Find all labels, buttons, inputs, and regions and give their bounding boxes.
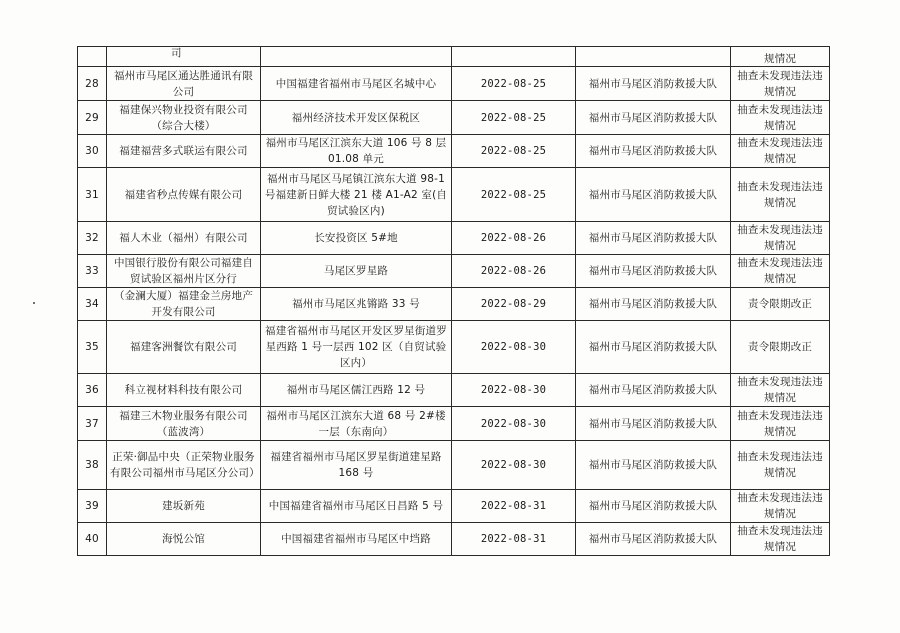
cell-dept: 福州市马尾区消防救援大队 — [576, 523, 731, 556]
cell-name: 福州市马尾区通达胜通讯有限公司 — [107, 67, 261, 101]
cell-date: 2022-08-25 — [452, 168, 576, 222]
table-row — [78, 135, 830, 168]
cell-date: 2022-08-30 — [452, 407, 576, 441]
cell-result: 抽查未发现违法违规情况 — [731, 374, 830, 407]
cell-date: 2022-08-30 — [452, 321, 576, 374]
cell-result: 抽查未发现违法违规情况 — [731, 67, 830, 101]
cell-no: 31 — [78, 168, 107, 222]
table-row — [78, 490, 830, 523]
cell-date: 2022-08-26 — [452, 222, 576, 255]
cell-address: 福州市马尾区兆锵路 33 号 — [261, 288, 452, 321]
scan-speck — [33, 302, 35, 304]
cell-result: 责令限期改正 — [731, 321, 830, 374]
cell-address: 中国福建省福州市马尾区中垱路 — [261, 523, 452, 556]
cell-result: 抽查未发现违法违规情况 — [731, 101, 830, 135]
cell-date: 2022-08-30 — [452, 441, 576, 490]
cell-address: 福建省福州市马尾区开发区罗星街道罗星西路 1 号一层西 102 区（自贸试验区内） — [261, 321, 452, 374]
cell-no: 37 — [78, 407, 107, 441]
table-row — [78, 255, 830, 288]
table-row — [78, 321, 830, 374]
cell-dept: 福州市马尾区消防救援大队 — [576, 135, 731, 168]
cell-result: 抽查未发现违法违规情况 — [731, 441, 830, 490]
cell-address: 中国福建省福州市马尾区名城中心 — [261, 67, 452, 101]
cell-dept: 福州市马尾区消防救援大队 — [576, 441, 731, 490]
cell-dept: 福州市马尾区消防救援大队 — [576, 490, 731, 523]
table-row — [78, 222, 830, 255]
cell-no: 38 — [78, 441, 107, 490]
cell-address: 福州市马尾区马尾镇江滨东大道 98-1 号福建新日鲜大楼 21 楼 A1-A2 室(自贸试验区内) — [261, 168, 452, 222]
cell-dept: 福州市马尾区消防救援大队 — [576, 374, 731, 407]
cell-result: 抽查未发现违法违规情况 — [731, 222, 830, 255]
cell-dept: 福州市马尾区消防救援大队 — [576, 222, 731, 255]
cell-date — [452, 47, 576, 67]
cell-dept: 福州市马尾区消防救援大队 — [576, 407, 731, 441]
cell-date: 2022-08-29 — [452, 288, 576, 321]
cell-dept: 福州市马尾区消防救援大队 — [576, 67, 731, 101]
cell-date: 2022-08-25 — [452, 101, 576, 135]
cell-no: 28 — [78, 67, 107, 101]
cell-name: （金澜大厦）福建金兰房地产开发有限公司 — [107, 288, 261, 321]
cell-date: 2022-08-26 — [452, 255, 576, 288]
table-row — [78, 168, 830, 222]
cell-result: 抽查未发现违法违规情况 — [731, 135, 830, 168]
cell-name: 正荣·御品中央（正荣物业服务有限公司福州市马尾区分公司） — [107, 441, 261, 490]
cell-name-continued: 司 — [107, 47, 261, 67]
cell-address: 福州市马尾区儒江西路 12 号 — [261, 374, 452, 407]
inspection-table — [77, 46, 830, 556]
cell-dept: 福州市马尾区消防救援大队 — [576, 101, 731, 135]
cell-no: 40 — [78, 523, 107, 556]
cell-dept: 福州市马尾区消防救援大队 — [576, 168, 731, 222]
cell-dept — [576, 47, 731, 67]
cell-address: 中国福建省福州市马尾区日昌路 5 号 — [261, 490, 452, 523]
cell-no: 34 — [78, 288, 107, 321]
cell-no: 35 — [78, 321, 107, 374]
cell-no: 39 — [78, 490, 107, 523]
table-body — [78, 47, 830, 556]
cell-no: 30 — [78, 135, 107, 168]
cell-name: 福建客洲餐饮有限公司 — [107, 321, 261, 374]
cell-date: 2022-08-25 — [452, 135, 576, 168]
cell-name: 福建福营多式联运有限公司 — [107, 135, 261, 168]
cell-no: 36 — [78, 374, 107, 407]
cell-date: 2022-08-31 — [452, 490, 576, 523]
cell-result: 抽查未发现违法违规情况 — [731, 168, 830, 222]
cell-name: 科立视材料科技有限公司 — [107, 374, 261, 407]
cell-result: 抽查未发现违法违规情况 — [731, 490, 830, 523]
cell-no: 33 — [78, 255, 107, 288]
cell-date: 2022-08-31 — [452, 523, 576, 556]
continued-row — [78, 47, 830, 67]
cell-result: 抽查未发现违法违规情况 — [731, 255, 830, 288]
table-row — [78, 101, 830, 135]
cell-name: 福建三木物业服务有限公司（蓝波湾） — [107, 407, 261, 441]
cell-dept: 福州市马尾区消防救援大队 — [576, 255, 731, 288]
cell-dept: 福州市马尾区消防救援大队 — [576, 288, 731, 321]
table-row — [78, 288, 830, 321]
cell-address — [261, 47, 452, 67]
cell-name: 建坂新苑 — [107, 490, 261, 523]
cell-address: 福州市马尾区江滨东大道 68 号 2#楼一层（东南向） — [261, 407, 452, 441]
cell-result: 抽查未发现违法违规情况 — [731, 523, 830, 556]
cell-no: 32 — [78, 222, 107, 255]
cell-name: 福建省秒点传媒有限公司 — [107, 168, 261, 222]
cell-dept: 福州市马尾区消防救援大队 — [576, 321, 731, 374]
table-row — [78, 441, 830, 490]
cell-result-continued: 规情况 — [731, 47, 830, 67]
cell-address: 福建省福州市马尾区罗星街道建星路 168 号 — [261, 441, 452, 490]
cell-date: 2022-08-25 — [452, 67, 576, 101]
table-row — [78, 374, 830, 407]
cell-address: 长安投资区 5#地 — [261, 222, 452, 255]
cell-name: 福建保兴物业投资有限公司（综合大楼） — [107, 101, 261, 135]
cell-name: 海悦公馆 — [107, 523, 261, 556]
cell-no: 29 — [78, 101, 107, 135]
cell-name: 中国银行股份有限公司福建自贸试验区福州片区分行 — [107, 255, 261, 288]
cell-address: 福州市马尾区江滨东大道 106 号 8 层 01.08 单元 — [261, 135, 452, 168]
table-row — [78, 407, 830, 441]
table-row — [78, 523, 830, 556]
cell-result: 责令限期改正 — [731, 288, 830, 321]
cell-address: 福州经济技术开发区保税区 — [261, 101, 452, 135]
cell-no — [78, 47, 107, 67]
cell-name: 福人木业（福州）有限公司 — [107, 222, 261, 255]
cell-result: 抽查未发现违法违规情况 — [731, 407, 830, 441]
table-row — [78, 67, 830, 101]
cell-date: 2022-08-30 — [452, 374, 576, 407]
cell-address: 马尾区罗星路 — [261, 255, 452, 288]
